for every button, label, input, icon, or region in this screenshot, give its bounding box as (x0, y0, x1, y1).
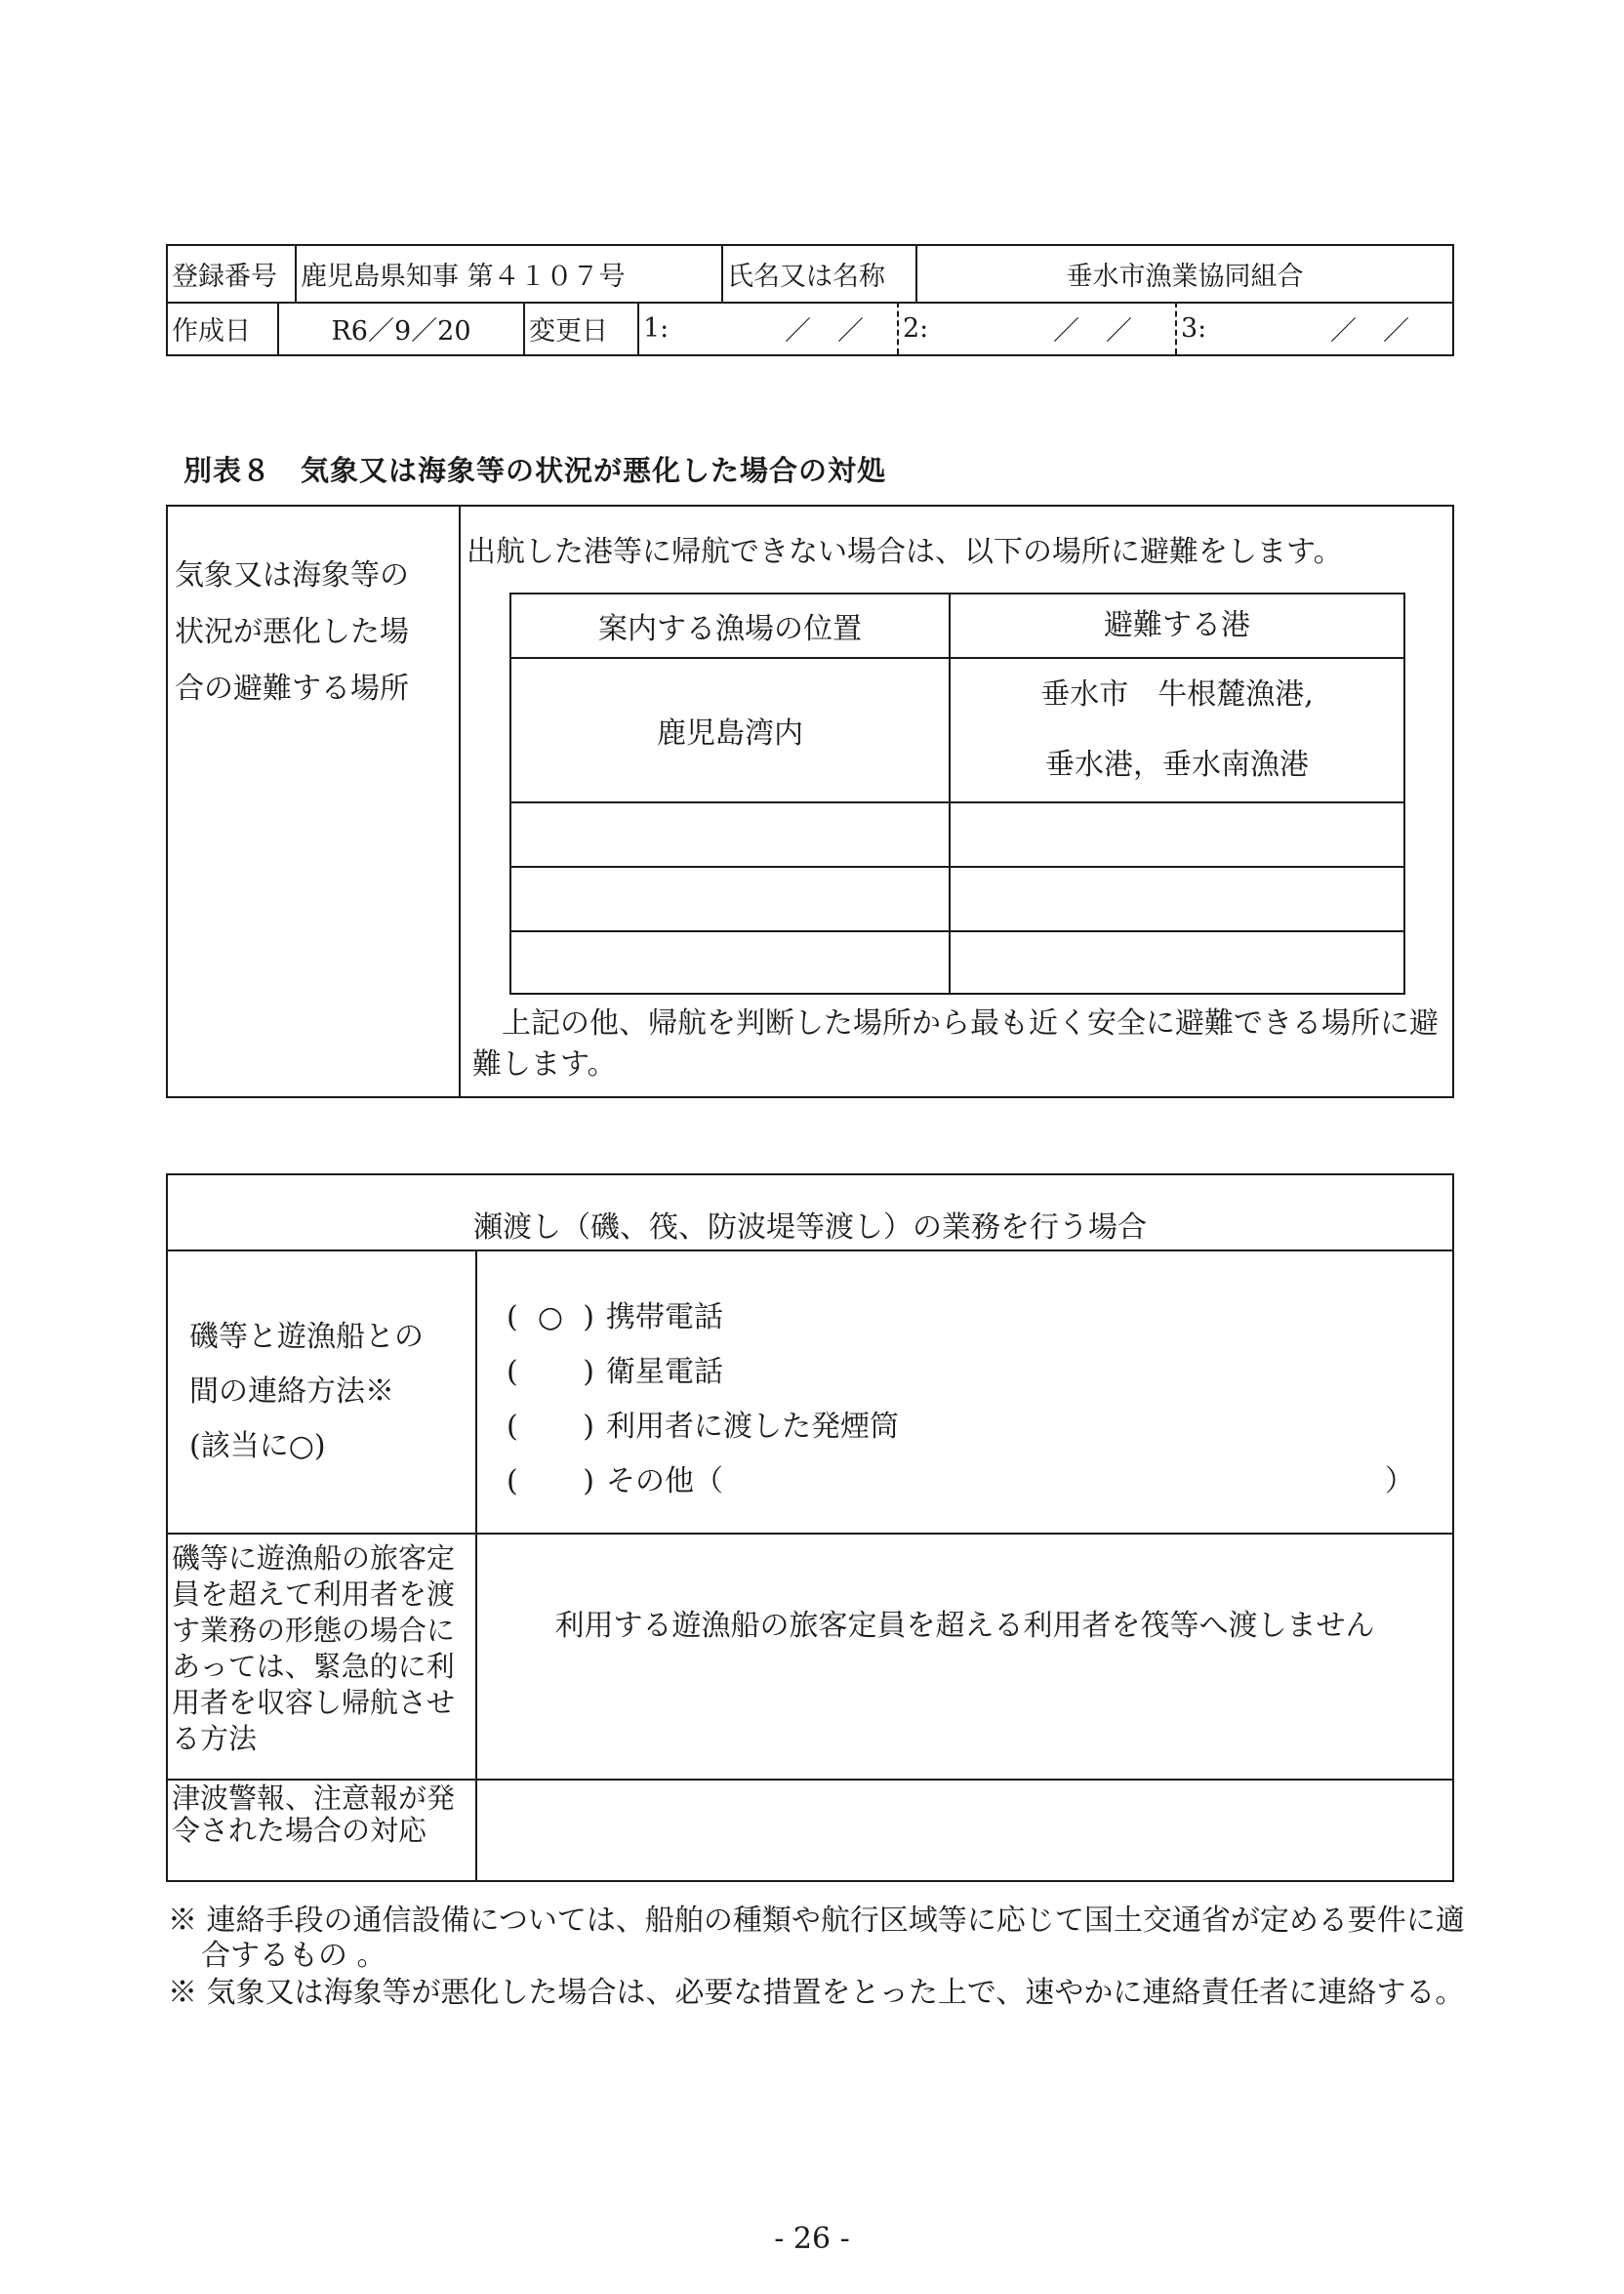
tsunami-row (168, 1781, 1452, 1880)
port-table (509, 593, 1405, 995)
option-label: 衛星電話 (606, 1355, 723, 1389)
change-1-num: 1: (643, 312, 670, 344)
contact-option-flare[interactable] (507, 1400, 1414, 1454)
contact-method-row (168, 1251, 1452, 1535)
change-2-date: ／ ／ (1053, 315, 1132, 347)
check-mark[interactable]: ( ) (507, 1410, 594, 1444)
reg-no-value: 鹿児島県知事 第４１０７号 (297, 246, 723, 302)
check-mark[interactable]: ( ) (507, 1464, 594, 1498)
port-line: 垂水市 牛根麓漁港, (1040, 677, 1314, 712)
table-row (511, 932, 1403, 993)
fishing-ground-cell (511, 868, 951, 930)
fishing-ground-cell: 鹿児島湾内 (511, 659, 951, 801)
created-value: R6／9／20 (279, 302, 525, 354)
fishing-ground-cell (511, 803, 951, 866)
table-row (511, 659, 1403, 803)
ferry-table-header: 瀬渡し（磯、筏、防波堤等渡し）の業務を行う場合 (168, 1175, 1452, 1251)
contact-options-cell (477, 1251, 1452, 1533)
registration-row-2 (168, 302, 1452, 354)
circle-mark-icon: ○ (537, 1300, 564, 1334)
evacuation-label-line: 気象又は海象等の (175, 558, 409, 593)
tsunami-label: 津波警報、注意報が発令された場合の対応 (172, 1782, 456, 1847)
contact-options (507, 1290, 1414, 1509)
footnote: ※ 気象又は海象等が悪化した場合は、必要な措置をとった上で、速やかに連絡責任者に連絡する。 (168, 1976, 1465, 2010)
change-3 (1177, 302, 1452, 354)
evacuation-intro: 出航した港等に帰航できない場合は、以下の場所に避難をします。 (467, 535, 1343, 569)
footnote: ※ 連絡手段の通信設備については、船舶の種類や航行区域等に応じて国土交通省が定める要件に適合するもの 。 (168, 1904, 1465, 1973)
excess-passenger-row (168, 1535, 1452, 1781)
changed-label: 変更日 (525, 302, 639, 354)
created-label: 作成日 (168, 302, 279, 354)
port-line: 垂水港，垂水南漁港 (1045, 748, 1309, 782)
contact-label-line: 間の連絡方法※ (189, 1374, 394, 1409)
contact-option-satellite[interactable] (507, 1345, 1414, 1400)
header-evacuation-port: 避難する港 (1104, 608, 1250, 642)
change-3-num: 3: (1181, 312, 1207, 344)
change-3-date: ／ ／ (1330, 315, 1409, 347)
evacuation-note-text: 上記の他、帰航を判断した場所から最も近く安全に避難できる場所に避難します。 (472, 1006, 1439, 1082)
header-fishing-ground: 案内する漁場の位置 (511, 594, 951, 657)
change-1 (639, 302, 899, 354)
evacuation-label-cell (168, 507, 461, 1096)
evacuation-label-line: 状況が悪化した場 (175, 615, 409, 649)
tsunami-answer-cell (477, 1781, 1452, 1880)
contact-method-label (189, 1310, 424, 1474)
name-value: 垂水市漁業協同組合 (1066, 262, 1304, 292)
option-label: その他（ (606, 1464, 723, 1498)
other-close-paren: ） (1385, 1464, 1414, 1498)
fishing-ground-cell (511, 932, 951, 993)
evacuation-note (472, 1004, 1448, 1086)
change-1-date: ／ ／ (785, 315, 864, 347)
check-mark[interactable]: ( ) (507, 1355, 594, 1389)
contact-method-label-cell (168, 1251, 477, 1533)
ports-cell (951, 803, 1403, 866)
registration-row-1 (168, 246, 1452, 304)
footnotes (168, 1904, 1466, 2013)
excess-label-cell (168, 1535, 477, 1779)
section-heading: 別表８ 気象又は海象等の状況が悪化した場合の対処 (183, 454, 887, 487)
evacuation-label (175, 548, 409, 717)
change-2-num: 2: (903, 312, 929, 344)
registration-table (166, 244, 1454, 356)
reg-no-label: 登録番号 (168, 246, 297, 302)
tsunami-label-cell (168, 1781, 477, 1880)
option-label: 携帯電話 (606, 1300, 723, 1334)
page-number: - 26 - (774, 2222, 850, 2256)
contact-option-other[interactable] (507, 1454, 1414, 1509)
contact-label-line: 磯等と遊漁船との (189, 1320, 424, 1354)
ports-cell (951, 868, 1403, 930)
contact-option-mobile[interactable] (507, 1290, 1414, 1345)
change-2 (899, 302, 1177, 354)
ferry-table (166, 1173, 1454, 1882)
option-label: 利用者に渡した発煙筒 (606, 1410, 899, 1444)
check-mark[interactable]: ( ○ ) (507, 1290, 594, 1345)
contact-label-line: (該当に○) (189, 1429, 326, 1463)
ports-cell (951, 659, 1403, 801)
evacuation-label-line: 合の避難する場所 (175, 672, 409, 706)
name-label: 氏名又は名称 (723, 246, 917, 302)
port-table-header (511, 594, 1403, 659)
excess-answer: 利用する遊漁船の旅客定員を超える利用者を筏等へ渡しません (554, 1609, 1375, 1643)
excess-label: 磯等に遊漁船の旅客定員を超えて利用者を渡す業務の形態の場合にあっては、緊急的に利用者を収容し帰航させる方法 (172, 1541, 456, 1755)
table-row (511, 803, 1403, 868)
ports-cell (951, 932, 1403, 993)
excess-answer-cell (477, 1535, 1452, 1779)
table-row (511, 868, 1403, 932)
